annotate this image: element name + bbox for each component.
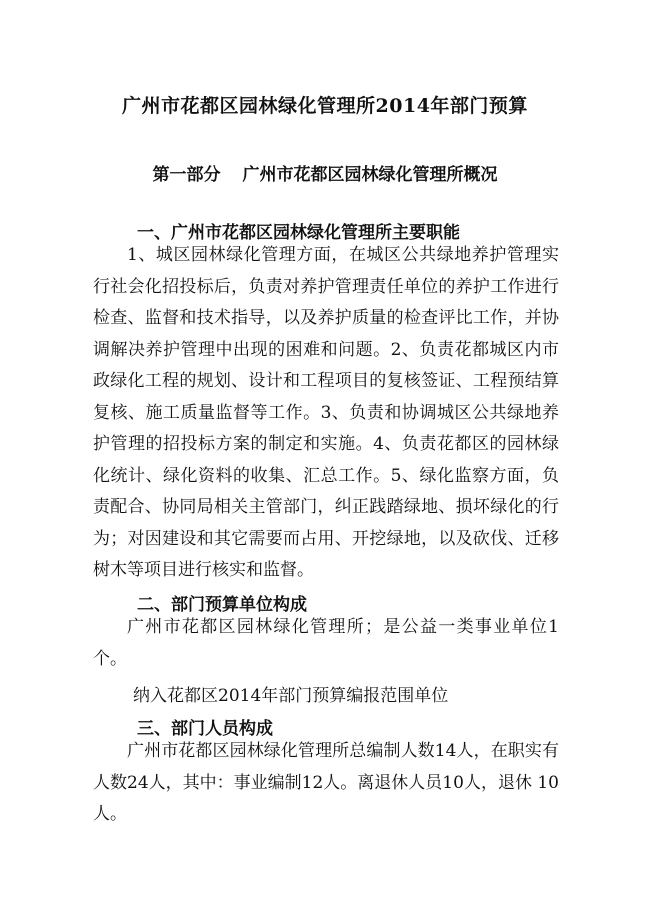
part-label: 第一部分 bbox=[152, 165, 221, 185]
part-heading bbox=[0, 160, 650, 185]
section-paragraph-staff: 广州市花都区园林绿化管理所总编制人数14人，在职实有人数24人，其中：事业编制12人。离退休人员10人，退休 10人。 bbox=[93, 741, 559, 824]
section-note-units: 纳入花都区2014年部门预算编报范围单位 bbox=[133, 686, 449, 706]
document-title: 广州市花都区园林绿化管理所2014年部门预算 bbox=[122, 95, 528, 117]
section-heading-functions: 一、广州市花都区园林绿化管理所主要职能 bbox=[137, 223, 460, 243]
section-paragraph-functions: 1、城区园林绿化管理方面，在城区公共绿地养护管理实行社会化招投标后，负责对养护管理责任单位的养护工作进行检查、监督和技术指导，以及养护质量的检查评比工作，并协调解决养护管理中出现的困难和问题。2、负责花都城区内市政绿化工程的规划、设计和工程项目的复核签证、工程预结算复核、施工质量监督等工作。3、负责和协调城区公共绿地养护管理的招投标方案的制定和实施。4、负责花都区的园林绿化统计、绿化资料的收集、汇总工作。5、绿化监察方面，负责配合、协同局相关主管部门，纠正践踏绿地、损坏绿化的行为；对因建设和其它需要而占用、开挖绿地，以及砍伐、迁移树木等项目进行核实和监督。 bbox=[93, 245, 559, 580]
section-paragraph-units: 广州市花都区园林绿化管理所；是公益一类事业单位1个。 bbox=[93, 617, 559, 669]
part-name: 广州市花都区园林绿化管理所概况 bbox=[242, 165, 498, 185]
section-heading-units: 二、部门预算单位构成 bbox=[137, 595, 307, 615]
section-heading-staff: 三、部门人员构成 bbox=[137, 719, 273, 739]
